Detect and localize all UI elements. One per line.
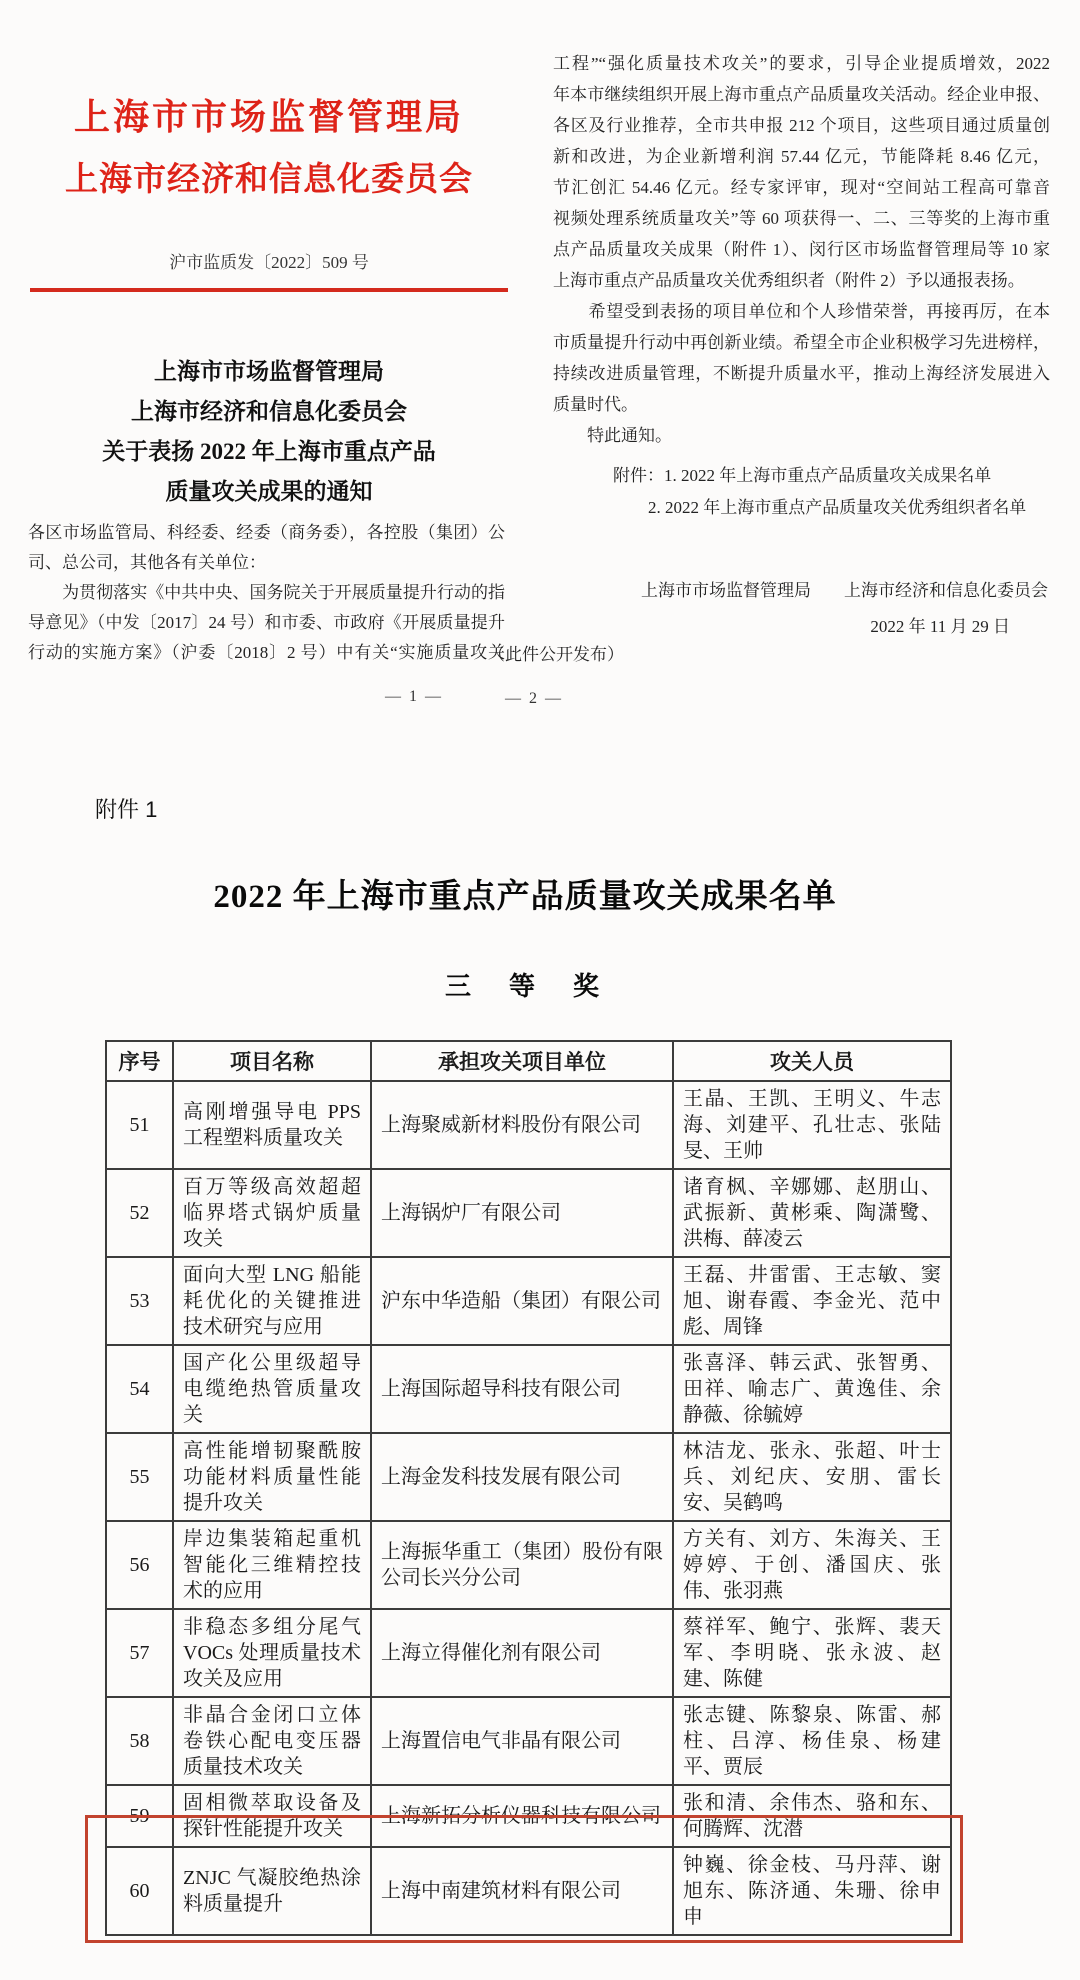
cell-unit: 上海国际超导科技有限公司 bbox=[371, 1345, 673, 1433]
body-line: 新和改进，为企业新增利润 57.44 亿元，节能降耗 8.46 亿元， bbox=[553, 147, 1050, 166]
cell-no: 58 bbox=[106, 1697, 173, 1785]
cell-no: 54 bbox=[106, 1345, 173, 1433]
signer-right: 上海市经济和信息化委员会 bbox=[844, 581, 1048, 600]
highlight-box-row-60 bbox=[85, 1815, 963, 1943]
cell-project: 面向大型 LNG 船能耗优化的关键推进技术研究与应用 bbox=[173, 1257, 371, 1345]
body-line: 上海市重点产品质量攻关优秀组织者（附件 2）予以通报表扬。 bbox=[553, 271, 1025, 290]
cell-project: 非晶合金闭口立体卷铁心配电变压器质量技术攻关 bbox=[173, 1697, 371, 1785]
cell-project: 非稳态多组分尾气 VOCs 处理质量技术攻关及应用 bbox=[173, 1609, 371, 1697]
cell-people: 方关有、刘方、朱海关、王婷婷、于创、潘国庆、张伟、张羽燕 bbox=[673, 1521, 951, 1609]
attachment-1-title: 2022 年上海市重点产品质量攻关成果名单 bbox=[213, 879, 837, 915]
award-level-heading: 三 等 奖 bbox=[444, 972, 605, 1001]
notice-title-line: 质量攻关成果的通知 bbox=[165, 479, 373, 504]
attachment-1-label: 附件 1 bbox=[95, 797, 158, 822]
cell-unit: 上海立得催化剂有限公司 bbox=[371, 1609, 673, 1697]
cell-no: 57 bbox=[106, 1609, 173, 1697]
public-release-note: （此件公开发布） bbox=[488, 645, 624, 664]
body-line: 特此通知。 bbox=[553, 426, 672, 445]
body-line: 市质量提升行动中再创新业绩。希望全市企业积极学习先进榜样， bbox=[553, 333, 1050, 352]
signature-date: 2022 年 11 月 29 日 bbox=[870, 617, 1010, 636]
header-serial: 序号 bbox=[106, 1041, 173, 1081]
header-people: 攻关人员 bbox=[673, 1041, 951, 1081]
cell-no: 55 bbox=[106, 1433, 173, 1521]
page-number-1: — 1 — bbox=[385, 688, 443, 705]
body-line: 工程”“强化质量技术攻关”的要求，引导企业提质增效，2022 bbox=[553, 54, 1050, 73]
body-line: 司、总公司，其他各有关单位： bbox=[28, 553, 266, 572]
cell-no: 56 bbox=[106, 1521, 173, 1609]
letterhead bbox=[28, 86, 510, 212]
body-line: 希望受到表扬的项目单位和个人珍惜荣誉，再接再厉，在本 bbox=[553, 302, 1050, 321]
attachment-list bbox=[553, 460, 1050, 524]
cell-people: 蔡祥军、鲍宁、张辉、裴天军、李明晓、张永波、赵建、陈健 bbox=[673, 1609, 951, 1697]
body-line: 年本市继续组织开展上海市重点产品质量攻关活动。经企业申报、 bbox=[553, 85, 1050, 104]
cell-people: 张志键、陈黎泉、陈雷、郝柱、吕淳、杨佳泉、杨建平、贾辰 bbox=[673, 1697, 951, 1785]
table-row bbox=[106, 1697, 951, 1785]
awards-table bbox=[105, 1040, 952, 1936]
body-line: 导意见》（中发〔2017〕24 号）和市委、市政府《开展质量提升 bbox=[28, 613, 505, 632]
cell-unit: 上海新拓分析仪器科技有限公司 bbox=[371, 1785, 673, 1847]
body-line: 各区及行业推荐，全市共申报 212 个项目，这些项目通过质量创 bbox=[553, 116, 1050, 135]
cell-no: 53 bbox=[106, 1257, 173, 1345]
cell-project: 固相微萃取设备及探针性能提升攻关 bbox=[173, 1785, 371, 1847]
letterhead-org-2: 上海市经济和信息化委员会 bbox=[65, 162, 473, 198]
cell-unit: 上海振华重工（集团）股份有限公司长兴分公司 bbox=[371, 1521, 673, 1609]
signer-left: 上海市市场监督管理局 bbox=[641, 581, 811, 600]
cell-unit: 上海聚威新材料股份有限公司 bbox=[371, 1081, 673, 1169]
cell-no: 60 bbox=[106, 1847, 173, 1935]
body-line: 持续改进质量管理，不断提升质量水平，推动上海经济发展进入 bbox=[553, 364, 1050, 383]
cell-people: 王磊、井雷雷、王志敏、窦旭、谢春霞、李金光、范中彪、周锋 bbox=[673, 1257, 951, 1345]
cell-people: 张和清、余伟杰、骆和东、何腾辉、沈潜 bbox=[673, 1785, 951, 1847]
cell-people: 林洁龙、张永、张超、叶士兵、刘纪庆、安朋、雷长安、吴鹤鸣 bbox=[673, 1433, 951, 1521]
notice-title bbox=[28, 352, 510, 512]
cell-unit: 沪东中华造船（集团）有限公司 bbox=[371, 1257, 673, 1345]
attachment-list-item-2: 2. 2022 年上海市重点产品质量攻关优秀组织者名单 bbox=[648, 498, 1027, 517]
page-2-body bbox=[553, 48, 1050, 451]
cell-unit: 上海金发科技发展有限公司 bbox=[371, 1433, 673, 1521]
table-row bbox=[106, 1345, 951, 1433]
body-line: 各区市场监管局、科经委、经委（商务委），各控股（集团）公 bbox=[28, 523, 505, 542]
header-unit: 承担攻关项目单位 bbox=[371, 1041, 673, 1081]
body-line: 节汇创汇 54.46 亿元。经专家评审，现对“空间站工程高可靠音 bbox=[553, 178, 1050, 197]
cell-unit: 上海置信电气非晶有限公司 bbox=[371, 1697, 673, 1785]
cell-people: 张喜泽、韩云武、张智勇、田祥、喻志广、黄逸佳、余静薇、徐毓婷 bbox=[673, 1345, 951, 1433]
cell-no: 59 bbox=[106, 1785, 173, 1847]
cell-project: 百万等级高效超超临界塔式锅炉质量攻关 bbox=[173, 1169, 371, 1257]
table-row bbox=[106, 1257, 951, 1345]
letterhead-org-1: 上海市市场监督管理局 bbox=[73, 97, 464, 137]
notice-title-line: 上海市经济和信息化委员会 bbox=[131, 399, 407, 424]
page-number-2: — 2 — bbox=[505, 690, 563, 707]
letterhead-rule bbox=[30, 288, 508, 292]
table-header-row bbox=[106, 1041, 951, 1081]
notice-title-line: 上海市市场监督管理局 bbox=[154, 359, 384, 384]
table-row bbox=[106, 1169, 951, 1257]
body-line: 视频处理系统质量攻关”等 60 项获得一、二、三等奖的上海市重 bbox=[553, 209, 1050, 228]
body-line: 点产品质量攻关成果（附件 1）、闵行区市场监督管理局等 10 家 bbox=[553, 240, 1050, 259]
cell-people: 王晶、王凯、王明义、牛志海、刘建平、孔壮志、张陆旻、王帅 bbox=[673, 1081, 951, 1169]
attachment-list-item-1: 附件：1. 2022 年上海市重点产品质量攻关成果名单 bbox=[613, 466, 992, 485]
cell-no: 52 bbox=[106, 1169, 173, 1257]
cell-people: 钟巍、徐金枝、马丹萍、谢旭东、陈济通、朱珊、徐申申 bbox=[673, 1847, 951, 1935]
notice-title-line: 关于表扬 2022 年上海市重点产品 bbox=[102, 439, 436, 464]
table-row bbox=[106, 1081, 951, 1169]
cell-project: ZNJC 气凝胶绝热涂料质量提升 bbox=[173, 1847, 371, 1935]
cell-project: 岸边集装箱起重机智能化三维精控技术的应用 bbox=[173, 1521, 371, 1609]
cell-project: 高性能增韧聚酰胺功能材料质量性能提升攻关 bbox=[173, 1433, 371, 1521]
page-1-body bbox=[28, 518, 505, 668]
body-line: 质量时代。 bbox=[553, 395, 638, 414]
cell-people: 诸育枫、辛娜娜、赵朋山、武振新、黄彬乘、陶潇鹭、洪梅、薛凌云 bbox=[673, 1169, 951, 1257]
cell-project: 国产化公里级超导电缆绝热管质量攻关 bbox=[173, 1345, 371, 1433]
cell-no: 51 bbox=[106, 1081, 173, 1169]
document-number: 沪市监质发〔2022〕509 号 bbox=[169, 253, 369, 272]
cell-project: 高刚增强导电 PPS 工程塑料质量攻关 bbox=[173, 1081, 371, 1169]
table-row bbox=[106, 1609, 951, 1697]
body-line: 为贯彻落实《中共中央、国务院关于开展质量提升行动的指 bbox=[28, 583, 505, 602]
table-row bbox=[106, 1433, 951, 1521]
table-row bbox=[106, 1521, 951, 1609]
cell-unit: 上海中南建筑材料有限公司 bbox=[371, 1847, 673, 1935]
body-line: 行动的实施方案》（沪委〔2018〕2 号）中有关“实施质量攻关 bbox=[28, 643, 505, 662]
cell-unit: 上海锅炉厂有限公司 bbox=[371, 1169, 673, 1257]
header-project: 项目名称 bbox=[173, 1041, 371, 1081]
